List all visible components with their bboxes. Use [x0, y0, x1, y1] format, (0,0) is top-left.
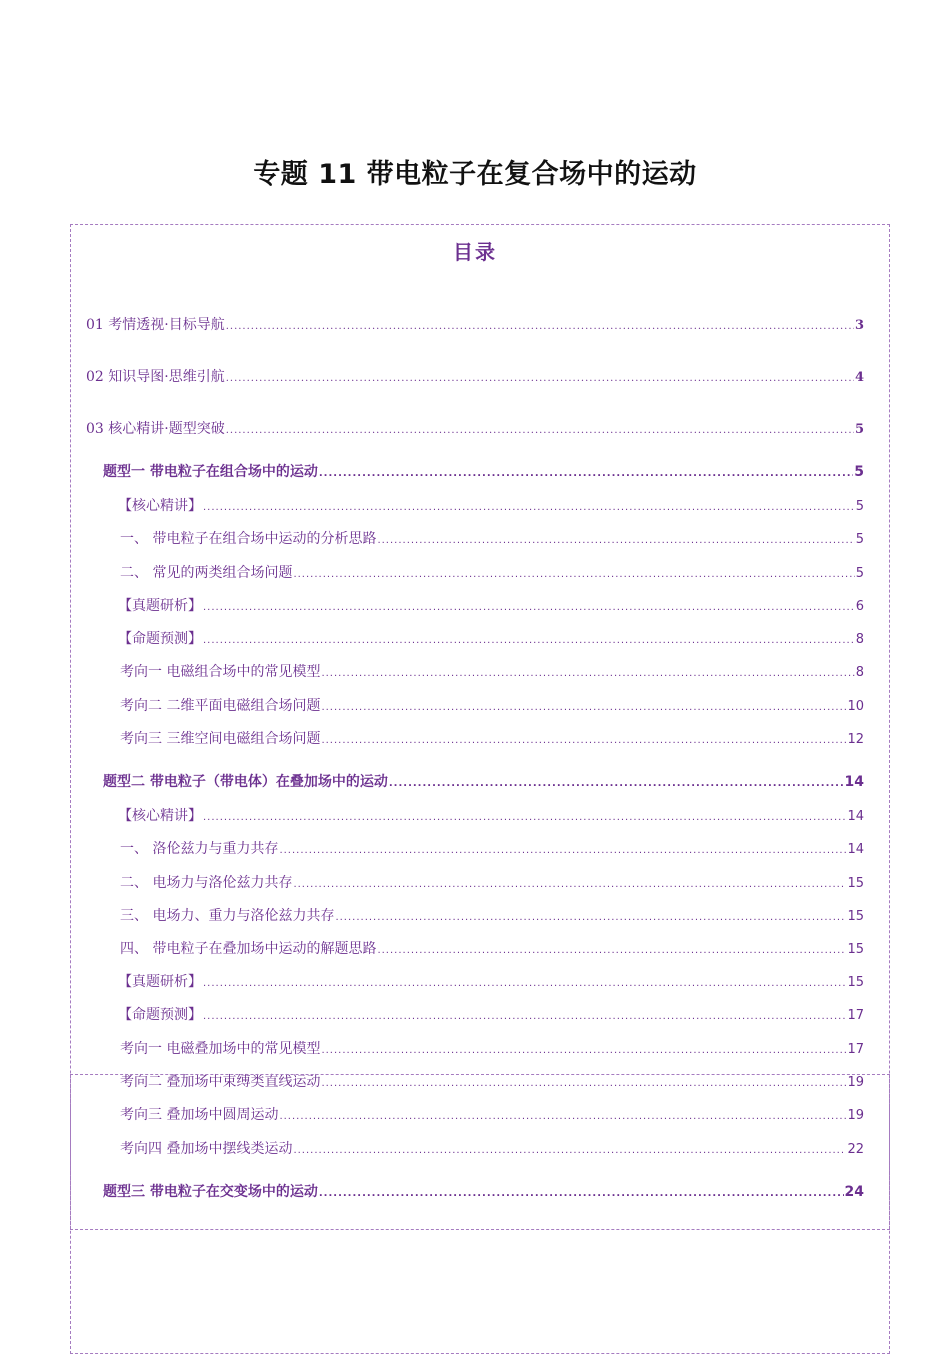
toc-entry-real-exam[interactable] — [118, 595, 864, 615]
toc-entry-label: 【命题预测】 — [118, 631, 202, 647]
toc-entry-item[interactable] — [120, 562, 864, 582]
toc-entry-direction[interactable] — [120, 1038, 864, 1058]
toc-entry-page: 19 — [847, 1108, 864, 1123]
toc-entry-label: 02 知识导图·思维引航 — [86, 369, 225, 385]
toc-leader-dots — [377, 945, 846, 956]
toc-entry-label: 【真题研析】 — [118, 598, 202, 614]
toc-entry-page: 22 — [847, 1142, 864, 1157]
toc-leader-dots — [226, 425, 854, 436]
toc-leader-dots — [226, 321, 854, 332]
toc-entry-item[interactable] — [120, 938, 864, 958]
toc-leader-dots — [321, 668, 854, 679]
toc-entry-page: 15 — [847, 975, 864, 990]
toc-entry-direction[interactable] — [120, 695, 864, 715]
toc-entry-page: 24 — [844, 1184, 864, 1200]
toc-leader-dots — [226, 373, 854, 384]
toc-entry-label: 二、 常见的两类组合场问题 — [120, 565, 293, 581]
toc-entry-prediction[interactable] — [118, 1004, 864, 1024]
toc-entry-page: 5 — [855, 499, 864, 514]
toc-entry-direction[interactable] — [120, 1071, 864, 1091]
toc-entry-page: 14 — [844, 774, 864, 790]
toc-entry-label: 题型二 带电粒子（带电体）在叠加场中的运动 — [103, 774, 388, 790]
toc-entry-page: 15 — [847, 909, 864, 924]
toc-entry-direction[interactable] — [120, 1138, 864, 1158]
toc-entry-label: 【核心精讲】 — [118, 808, 202, 824]
toc-leader-dots — [319, 1188, 844, 1199]
toc-section-type-3[interactable] — [103, 1181, 864, 1201]
toc-entry-page: 4 — [854, 370, 864, 385]
toc-entry-label: 01 考情透视·目标导航 — [86, 317, 225, 333]
toc-entry-page: 15 — [847, 942, 864, 957]
toc-leader-dots — [321, 1045, 846, 1056]
toc-leader-dots — [203, 602, 855, 613]
toc-entry-core[interactable] — [118, 805, 864, 825]
toc-entry-item[interactable] — [120, 528, 864, 548]
toc-entry-page: 14 — [847, 842, 864, 857]
toc-leader-dots — [319, 468, 853, 479]
toc-entry-label: 【命题预测】 — [118, 1007, 202, 1023]
toc-entry-prediction[interactable] — [118, 628, 864, 648]
toc-leader-dots — [293, 1145, 846, 1156]
toc-leader-dots — [389, 778, 844, 789]
toc-entry-label: 二、 电场力与洛伦兹力共存 — [120, 875, 293, 891]
toc-leader-dots — [335, 912, 846, 923]
toc-entry-label: 【核心精讲】 — [118, 498, 202, 514]
toc-entry-core[interactable] — [118, 495, 864, 515]
toc-entry-page: 5 — [855, 566, 864, 581]
toc-entry-page: 3 — [854, 318, 864, 333]
toc-leader-dots — [279, 1111, 846, 1122]
toc-entry-label: 03 核心精讲·题型突破 — [86, 421, 225, 437]
toc-leader-dots — [293, 879, 846, 890]
toc-entry-label: 题型一 带电粒子在组合场中的运动 — [103, 464, 318, 480]
toc-leader-dots — [279, 845, 846, 856]
toc-entry-page: 5 — [854, 422, 864, 437]
toc-entry-label: 一、 洛伦兹力与重力共存 — [120, 841, 279, 857]
toc-entry-direction[interactable] — [120, 661, 864, 681]
toc-leader-dots — [203, 1011, 846, 1022]
toc-entry-direction[interactable] — [120, 1104, 864, 1124]
toc-entry-direction[interactable] — [120, 728, 864, 748]
toc-entry-label: 考向四 叠加场中摆线类运动 — [120, 1141, 293, 1157]
toc-entry-label: 题型三 带电粒子在交变场中的运动 — [103, 1184, 318, 1200]
toc-entry-real-exam[interactable] — [118, 971, 864, 991]
toc-entry-page: 5 — [855, 532, 864, 547]
toc-leader-dots — [203, 635, 855, 646]
toc-leader-dots — [321, 1078, 846, 1089]
toc-entry-label: 考向三 叠加场中圆周运动 — [120, 1107, 279, 1123]
toc-entry-label: 一、 带电粒子在组合场中运动的分析思路 — [120, 531, 377, 547]
toc-leader-dots — [321, 735, 846, 746]
toc-entry-label: 三、 电场力、重力与洛伦兹力共存 — [120, 908, 335, 924]
toc-entry-label: 考向二 叠加场中束缚类直线运动 — [120, 1074, 321, 1090]
toc-entry-page: 10 — [847, 699, 864, 714]
toc-entry-page: 15 — [847, 876, 864, 891]
toc-entry-page: 12 — [847, 732, 864, 747]
toc-entry-item[interactable] — [120, 838, 864, 858]
toc-entry-03[interactable] — [86, 418, 864, 438]
toc-entry-01[interactable] — [86, 314, 864, 334]
toc-entry-page: 19 — [847, 1075, 864, 1090]
toc-entry-label: 四、 带电粒子在叠加场中运动的解题思路 — [120, 941, 377, 957]
toc-leader-dots — [203, 502, 855, 513]
toc-entry-page: 5 — [854, 464, 864, 480]
toc-leader-dots — [203, 978, 846, 989]
toc-entry-page: 6 — [855, 599, 864, 614]
toc-entry-label: 考向一 电磁叠加场中的常见模型 — [120, 1041, 321, 1057]
toc-leader-dots — [293, 569, 854, 580]
toc-entry-page: 8 — [855, 665, 864, 680]
toc-entry-02[interactable] — [86, 366, 864, 386]
toc-section-type-2[interactable] — [103, 771, 864, 791]
toc-entry-item[interactable] — [120, 905, 864, 925]
toc-entry-label: 考向二 二维平面电磁组合场问题 — [120, 698, 321, 714]
document-title: 专题 11 带电粒子在复合场中的运动 — [253, 159, 697, 190]
toc-entry-page: 17 — [847, 1008, 864, 1023]
toc-entry-page: 17 — [847, 1042, 864, 1057]
toc-entry-label: 【真题研析】 — [118, 974, 202, 990]
toc-leader-dots — [377, 535, 854, 546]
toc-entry-page: 14 — [847, 809, 864, 824]
toc-leader-dots — [203, 812, 846, 823]
toc-entry-page: 8 — [855, 632, 864, 647]
toc-entry-label: 考向一 电磁组合场中的常见模型 — [120, 664, 321, 680]
toc-section-type-1[interactable] — [103, 461, 864, 481]
toc-entry-label: 考向三 三维空间电磁组合场问题 — [120, 731, 321, 747]
toc-leader-dots — [321, 702, 846, 713]
toc-entry-item[interactable] — [120, 872, 864, 892]
toc-heading: 目录 — [453, 240, 497, 264]
